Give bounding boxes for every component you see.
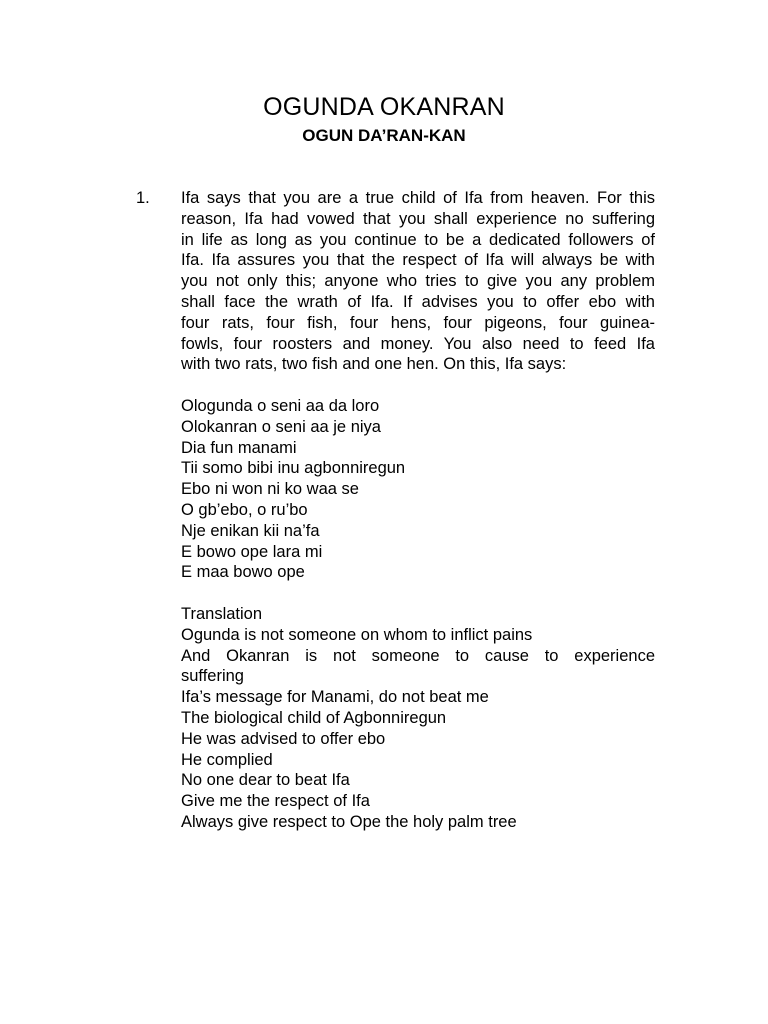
translation-line: Give me the respect of Ifa (181, 792, 370, 811)
item-paragraph (181, 188, 655, 375)
translation-block (181, 604, 655, 833)
verse-line: Tii somo bibi inu agbonniregun (181, 459, 406, 478)
page-title: OGUNDA OKANRAN (263, 93, 505, 121)
translation-line: suffering (181, 667, 244, 686)
paragraph-line: you not only this; anyone who tries to give you any problem (181, 272, 655, 291)
translation-line: No one dear to beat Ifa (181, 771, 350, 790)
paragraph-line: reason, Ifa had vowed that you shall experience no suffering (181, 209, 655, 228)
verse-line: Olokanran o seni aa je niya (181, 417, 381, 436)
verse-line: Ologunda o seni aa da loro (181, 397, 380, 415)
verse-line: Ebo ni won ni ko waa se (181, 480, 359, 499)
verse-line: E maa bowo ope (181, 563, 305, 582)
translation-line: The biological child of Agbonniregun (181, 708, 447, 727)
translation-line: He was advised to offer ebo (181, 729, 386, 748)
verse-line: E bowo ope lara mi (181, 542, 323, 561)
paragraph-line: with two rats, two fish and one hen. On this, Ifa says: (181, 355, 567, 374)
page-subtitle: OGUN DA’RAN-KAN (302, 126, 466, 145)
item-number: 1. (136, 189, 150, 207)
verse-line: O gb’ebo, o ru’bo (181, 500, 308, 519)
paragraph-line: four rats, four fish, four hens, four pigeons, four guinea- (181, 313, 655, 332)
verse-block (181, 396, 655, 583)
paragraph-line: fowls, four roosters and money. You also need to feed Ifa (181, 334, 655, 353)
verse-line: Dia fun manami (181, 438, 297, 457)
verse-line: Nje enikan kii na’fa (181, 521, 320, 540)
translation-line: And Okanran is not someone to cause to experience (181, 646, 655, 665)
translation-line: Ogunda is not someone on whom to inflict pains (181, 625, 533, 644)
translation-line: He complied (181, 750, 273, 769)
paragraph-line: Ifa says that you are a true child of Ifa from heaven. For this (181, 189, 655, 207)
translation-line: Ifa’s message for Manami, do not beat me (181, 688, 489, 707)
paragraph-line: in life as long as you continue to be a dedicated followers of (181, 230, 655, 249)
paragraph-line: shall face the wrath of Ifa. If advises you to offer ebo with (181, 292, 655, 311)
translation-line: Always give respect to Ope the holy palm tree (181, 812, 517, 831)
translation-heading: Translation (181, 605, 263, 623)
paragraph-line: Ifa. Ifa assures you that the respect of Ifa will always be with (181, 251, 655, 270)
